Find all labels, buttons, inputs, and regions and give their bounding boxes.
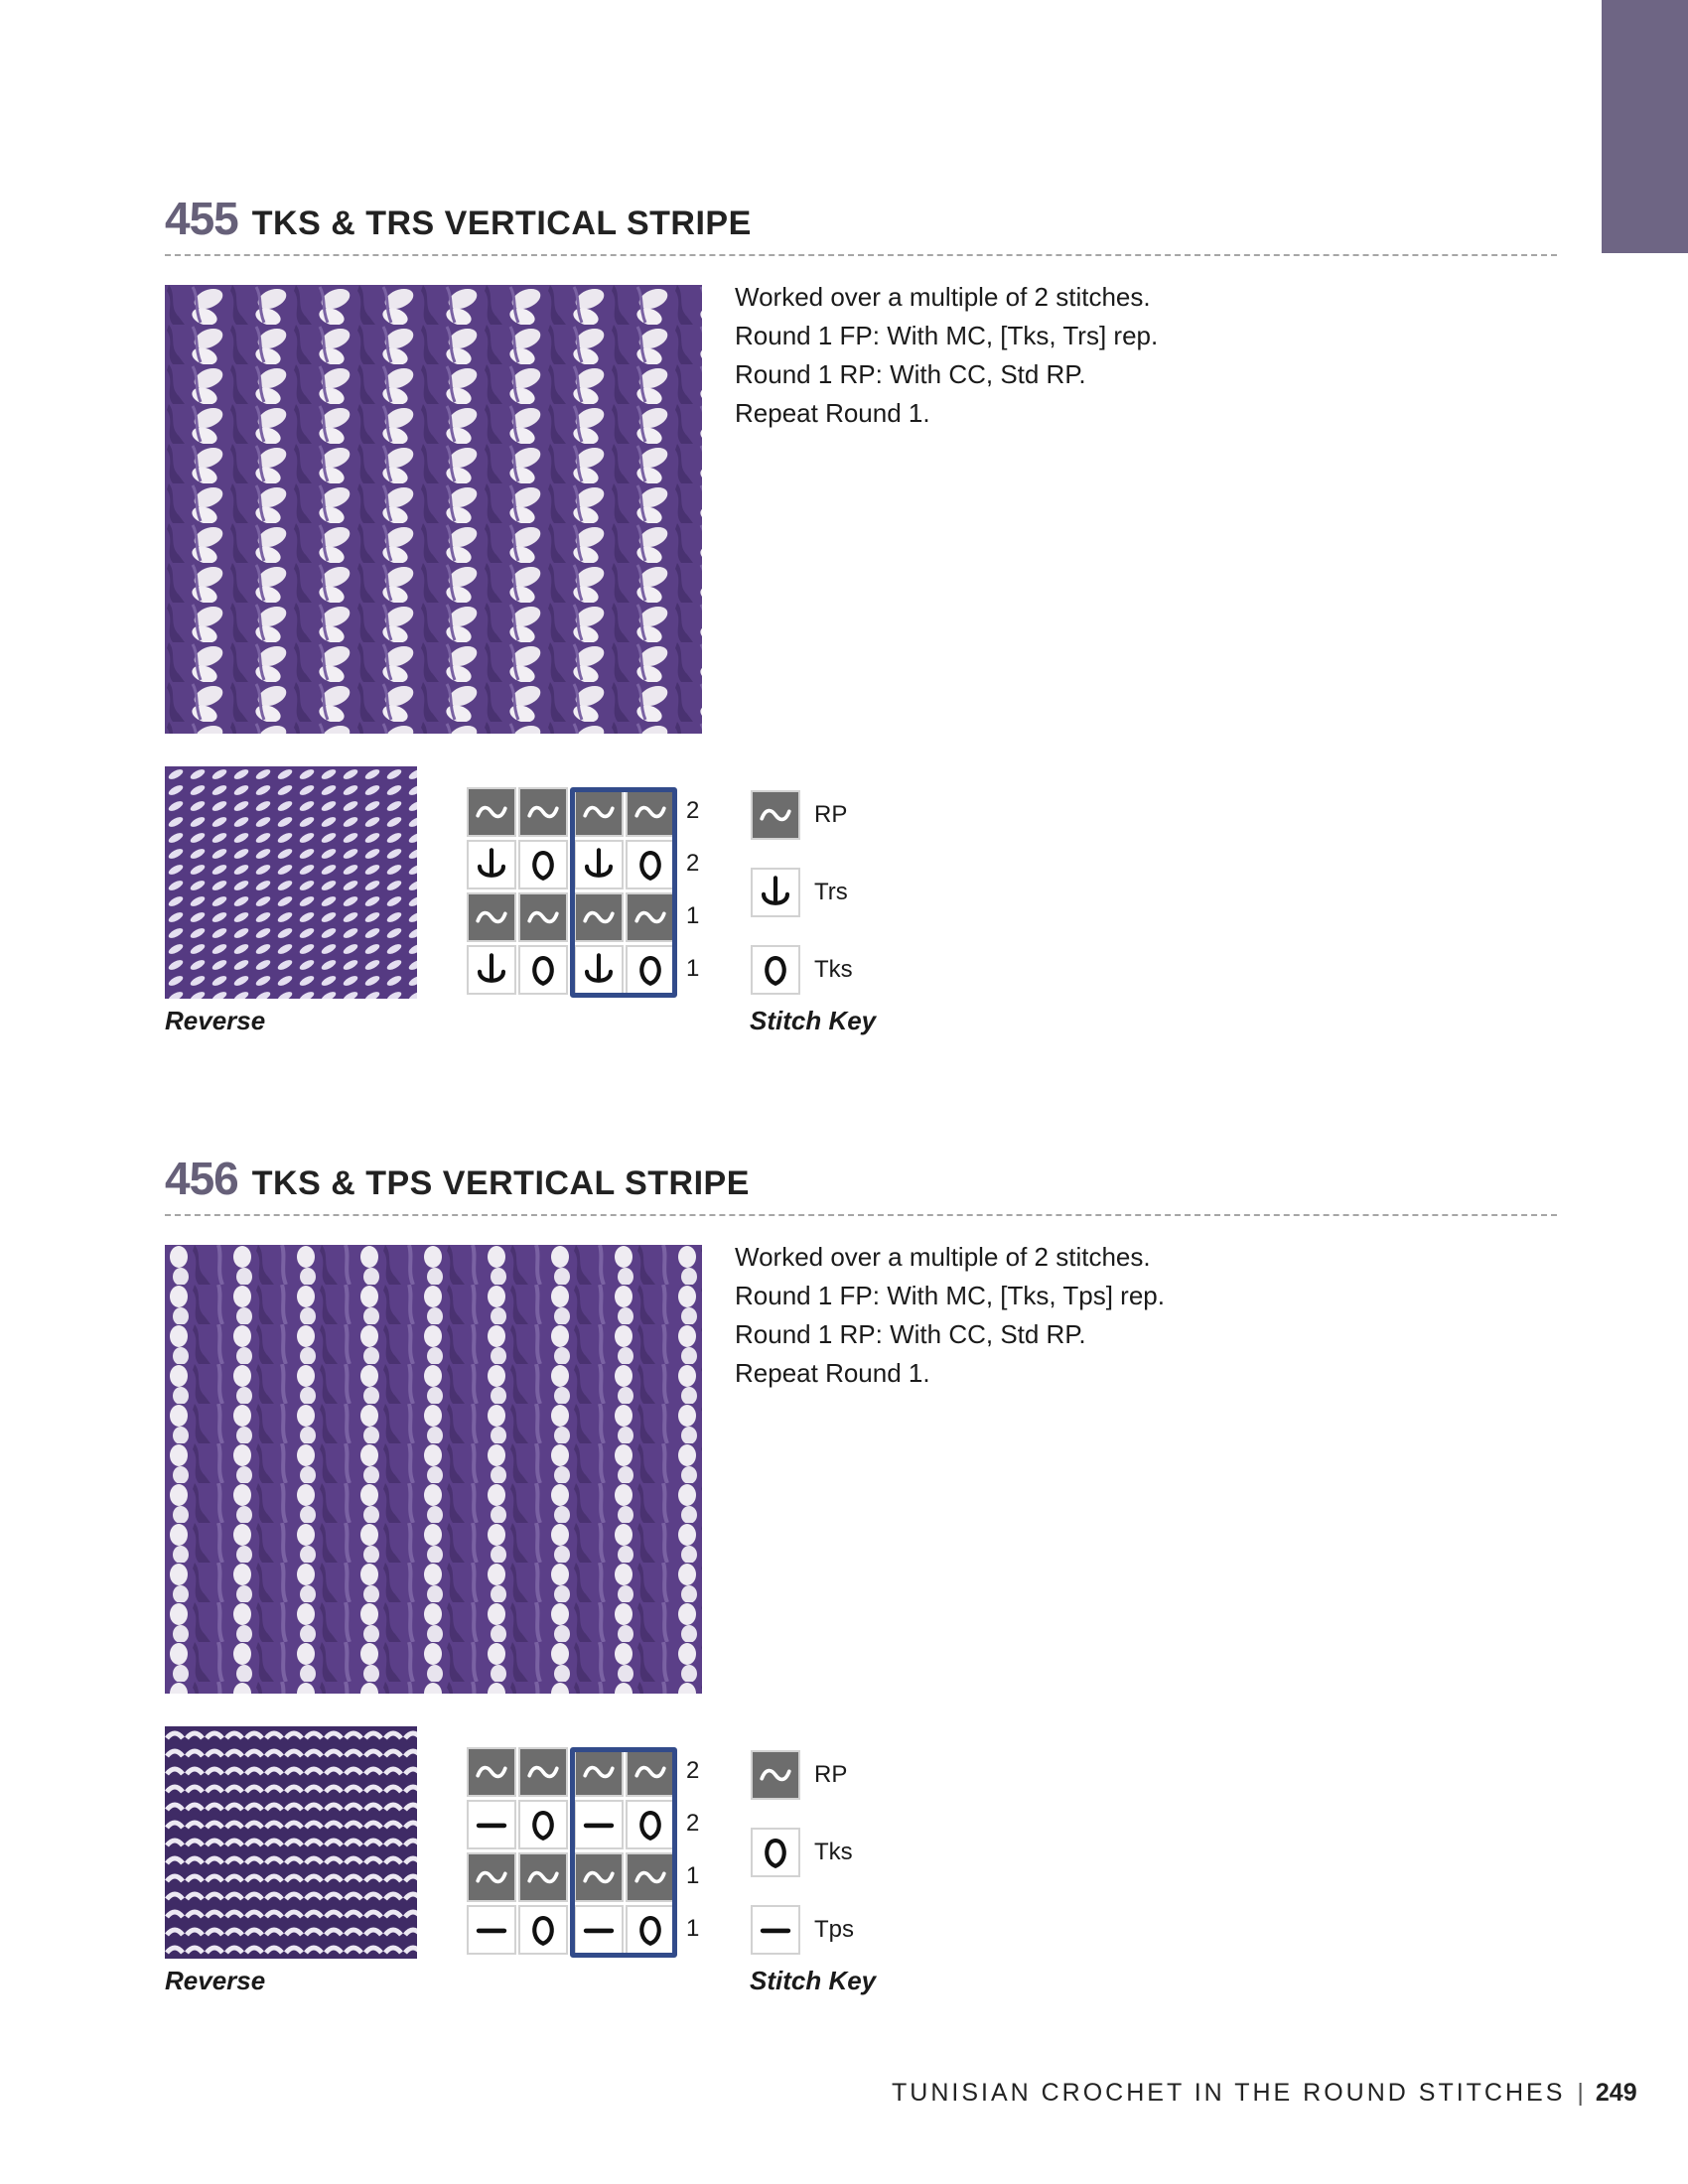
stitch-key-item [751, 1905, 854, 1955]
chart-cell [518, 1905, 568, 1955]
tks-icon [753, 1830, 798, 1875]
row-number: 2 [686, 1810, 700, 1837]
tks-icon [520, 1802, 566, 1847]
stitch-key-item [751, 1828, 853, 1877]
stitch-key-caption: Stitch Key [750, 1006, 877, 1035]
rp-icon [469, 789, 514, 835]
key-symbol [751, 1828, 800, 1877]
chart-cell [467, 787, 516, 837]
row-number: 2 [686, 850, 700, 877]
section-number: 456 [165, 1153, 238, 1204]
reverse-caption: Reverse [165, 1006, 266, 1035]
chart-cell [467, 1852, 516, 1902]
section-title: TKS & TRS VERTICAL STRIPE [251, 205, 752, 242]
chart-cell [518, 1852, 568, 1902]
dashed-divider [165, 1214, 1557, 1216]
stitch-key-item [751, 868, 848, 917]
instruction-line: Worked over a multiple of 2 stitches. [735, 282, 1151, 312]
stitch-section-455 [0, 0, 1688, 1035]
chart-cell [467, 892, 516, 942]
key-symbol [751, 868, 800, 917]
chart-cell [518, 787, 568, 837]
footer-separator: | [1577, 2079, 1584, 2107]
key-symbol [751, 1750, 800, 1800]
rp-icon [520, 1854, 566, 1900]
chart-cell [518, 1800, 568, 1849]
section-title: TKS & TPS VERTICAL STRIPE [251, 1164, 750, 1202]
tks-icon [520, 1907, 566, 1953]
rp-icon [753, 792, 798, 838]
instruction-line: Repeat Round 1. [735, 398, 930, 428]
stitch-section-456 [0, 960, 1688, 1995]
key-label: Trs [814, 879, 848, 905]
section-number: 455 [165, 193, 238, 244]
section-heading [165, 192, 752, 245]
rp-icon [469, 1854, 514, 1900]
section-heading [165, 1152, 750, 1205]
page-number: 249 [1595, 2079, 1637, 2107]
row-number: 1 [686, 902, 700, 929]
tps-icon [469, 1907, 514, 1953]
rp-icon [520, 894, 566, 940]
reverse-swatch-photo [165, 1726, 417, 1959]
rp-icon [520, 1749, 566, 1795]
instruction-line: Round 1 FP: With MC, [Tks, Tps] rep. [735, 1281, 1165, 1310]
chart-cell [518, 840, 568, 889]
instructions [735, 1238, 1430, 1393]
rp-icon [753, 1752, 798, 1798]
stitch-key-item [751, 1750, 847, 1800]
instruction-line: Round 1 RP: With CC, Std RP. [735, 1319, 1086, 1349]
tps-icon [469, 1802, 514, 1847]
trs-icon [753, 870, 798, 915]
instruction-line: Worked over a multiple of 2 stitches. [735, 1242, 1151, 1272]
page-footer [892, 2079, 1637, 2108]
row-number: 1 [686, 1862, 700, 1889]
row-number: 2 [686, 1757, 700, 1784]
key-label: Tks [814, 956, 853, 983]
instruction-line: Round 1 FP: With MC, [Tks, Trs] rep. [735, 321, 1159, 350]
key-label: Tks [814, 1839, 853, 1865]
chart-cell [467, 1905, 516, 1955]
instructions [735, 278, 1430, 433]
tps-icon [753, 1907, 798, 1953]
chart-cell [467, 1800, 516, 1849]
row-number: 2 [686, 797, 700, 824]
stitch-key-caption: Stitch Key [750, 1966, 877, 1995]
swatch-photo [165, 285, 702, 734]
row-number: 1 [686, 1915, 700, 1942]
rp-icon [469, 894, 514, 940]
tks-icon [520, 842, 566, 887]
chart-cell [467, 840, 516, 889]
chart-cell [518, 892, 568, 942]
rp-icon [520, 789, 566, 835]
stitch-key-item [751, 790, 847, 840]
reverse-caption: Reverse [165, 1966, 266, 1995]
key-symbol [751, 1905, 800, 1955]
trs-icon [469, 842, 514, 887]
key-label: Tps [814, 1916, 855, 1943]
chart-cell [467, 1747, 516, 1797]
chart-cell [518, 1747, 568, 1797]
dashed-divider [165, 254, 1557, 256]
row-number: 1 [686, 955, 700, 982]
instruction-line: Round 1 RP: With CC, Std RP. [735, 359, 1086, 389]
instruction-line: Repeat Round 1. [735, 1358, 930, 1388]
key-label: RP [814, 1761, 848, 1788]
key-symbol [751, 790, 800, 840]
running-title: TUNISIAN CROCHET IN THE ROUND STITCHES [892, 2079, 1566, 2107]
rp-icon [469, 1749, 514, 1795]
key-label: RP [814, 801, 848, 828]
repeat-outline [570, 1747, 677, 1958]
swatch-photo [165, 1245, 702, 1694]
